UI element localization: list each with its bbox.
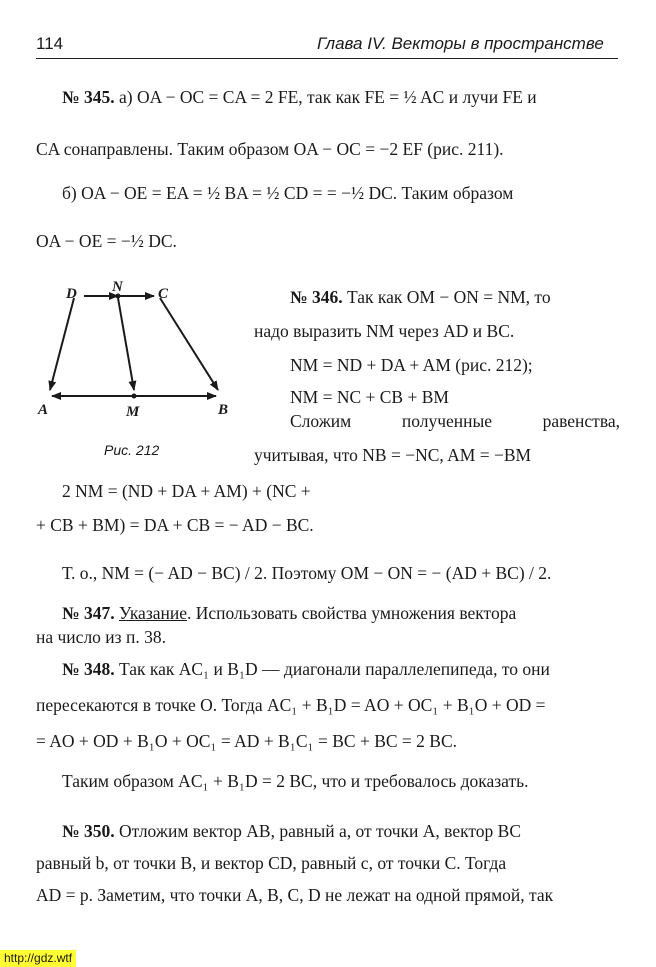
watermark-link[interactable]: http://gdz.wtf — [0, 950, 76, 967]
vector-cb — [160, 298, 218, 390]
problem-348-line-4: Таким образом AC₁ + B₁D = 2 BC, что и требовалось доказать. — [62, 771, 529, 791]
problem-348-line-3: = AO + OD + B₁O + OC₁ = AD + B₁C₁ = BC + BC = 2 BC. — [36, 731, 457, 751]
page-number: 114 — [36, 34, 64, 53]
label-a: A — [38, 402, 49, 418]
hint-label: Указание — [118, 603, 188, 623]
problem-346-line-9: Т. о., NM = (− AD − BC) / 2. Поэтому OM − ON = − (AD + BC) / 2. — [62, 563, 552, 583]
problem-345-line-1: № 345. а) OA − OC = CA = 2 FE, так как FE = ½ AC и лучи FE и — [62, 87, 537, 107]
problem-346-line-2: надо выразить NM через AD и BC. — [254, 321, 515, 341]
problem-345-line-3: б) OA − OE = EA = ½ BA = ½ CD = = −½ DC. Таким образом — [62, 183, 514, 203]
problem-346-line-1: № 346. Так как OM − ON = NM, то — [290, 287, 551, 307]
problem-346-line-4: NM = NC + CB + BM — [290, 387, 449, 407]
problem-350-line-1: № 350. Отложим вектор AB, равный a, от точки A, вектор BC — [62, 821, 522, 841]
problem-347-number: № 347. — [62, 603, 115, 623]
problem-347-text: . Использовать свойства умножения вектора — [187, 603, 517, 623]
problem-346-line-6: учитывая, что NB = −NC, AM = −BM — [254, 445, 532, 465]
vector-nm — [118, 298, 134, 390]
problem-350-line-2: равный b, от точки B, и вектор CD, равный c, от точки C. Тогда — [36, 853, 507, 873]
point-m — [132, 394, 137, 399]
label-m: M — [126, 404, 140, 420]
chapter-title: Глава IV. Векторы в пространстве — [317, 34, 604, 53]
label-c: C — [158, 286, 169, 302]
label-n: N — [112, 279, 123, 295]
label-d: D — [66, 286, 77, 302]
vector-da — [50, 298, 74, 390]
figure-caption: Рис. 212 — [104, 442, 160, 458]
problem-348-line-1: № 348. Так как AC₁ и B₁D — диагонали параллелепипеда, то они — [62, 659, 550, 679]
problem-345-line-2: CA сонаправлены. Таким образом OA − OC = −2 EF (рис. 211). — [36, 139, 504, 159]
problem-347-line-1 — [62, 602, 620, 624]
problem-346-line-5: Сложим полученные равенства, — [290, 411, 620, 431]
problem-346-line-8: + CB + BM) = DA + CB = − AD − BC. — [36, 515, 314, 535]
problem-345-line-4: OA − OE = −½ DC. — [36, 231, 177, 251]
label-b: B — [218, 402, 229, 418]
problem-350-line-3: AD = p. Заметим, что точки A, B, C, D не лежат на одной прямой, так — [36, 885, 554, 905]
problem-348-line-2: пересекаются в точке O. Тогда AC₁ + B₁D = AO + OC₁ + B₁O + OD = — [36, 695, 546, 715]
problem-346-line-7: 2 NM = (ND + DA + AM) + (NC + — [62, 481, 311, 501]
problem-346-line-3: NM = ND + DA + AM (рис. 212); — [290, 355, 533, 375]
header-rule — [36, 58, 618, 59]
problem-347-line-2: на число из п. 38. — [36, 627, 166, 647]
